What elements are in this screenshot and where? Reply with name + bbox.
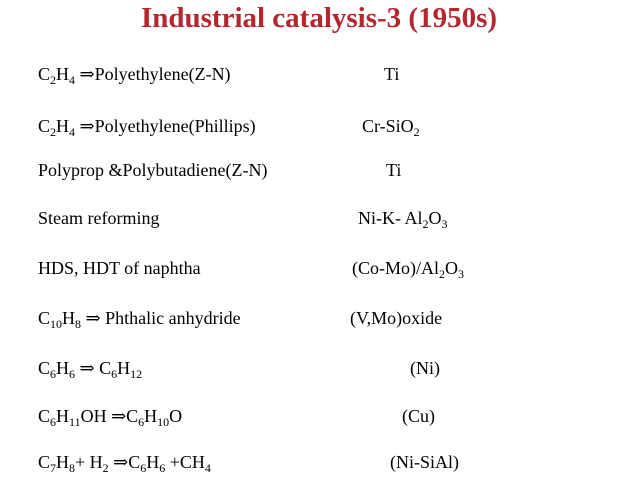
subscript: 4 (69, 125, 76, 139)
text-segment: HDS, HDT of naphtha (38, 258, 201, 278)
text-segment: H (56, 64, 70, 84)
text-segment: H (146, 452, 160, 472)
text-segment: H (56, 358, 70, 378)
reaction-row (0, 308, 638, 334)
catalyst-label (362, 116, 420, 137)
catalyst-label (358, 208, 448, 229)
reaction-label (38, 160, 267, 181)
text-segment: C (38, 64, 51, 84)
text-segment: H (144, 406, 158, 426)
reaction-label (38, 452, 211, 473)
reaction-label (38, 258, 201, 279)
text-segment: + H (75, 452, 103, 472)
text-segment: Ni-K- Al (358, 208, 423, 228)
text-segment: OH ⇒C (80, 406, 139, 426)
subscript: 3 (458, 267, 464, 281)
text-segment: Polyprop &Polybutadiene(Z-N) (38, 160, 268, 180)
reaction-row (0, 160, 638, 186)
reaction-row (0, 258, 638, 284)
subscript: 3 (441, 217, 448, 231)
subscript: 10 (50, 317, 63, 331)
reaction-row (0, 116, 638, 142)
text-segment: H (117, 358, 131, 378)
subscript: 6 (159, 461, 166, 475)
subscript: 6 (140, 461, 147, 475)
subscript: 8 (75, 317, 82, 331)
reaction-row (0, 208, 638, 234)
text-segment: O (445, 258, 458, 278)
text-segment: H (56, 406, 70, 426)
text-segment: H (56, 452, 70, 472)
reaction-label (38, 208, 159, 229)
reaction-row (0, 64, 638, 90)
reaction-row (0, 358, 638, 384)
reaction-row (0, 452, 638, 478)
text-segment: +CH (165, 452, 205, 472)
catalyst-label (410, 358, 440, 379)
text-segment: (Cu) (402, 406, 435, 426)
text-segment: O (169, 406, 183, 426)
subscript: 11 (69, 415, 81, 429)
subscript: 6 (111, 367, 118, 381)
subscript: 7 (50, 461, 57, 475)
text-segment: H (62, 308, 76, 328)
subscript: 2 (102, 461, 109, 475)
subscript: 8 (69, 461, 76, 475)
subscript: 6 (69, 367, 76, 381)
subscript: 10 (157, 415, 170, 429)
catalyst-label (350, 308, 442, 329)
subscript: 2 (50, 73, 57, 87)
subscript: 2 (50, 125, 57, 139)
subscript: 4 (69, 73, 76, 87)
text-segment: (Ni-SiAl) (390, 452, 459, 472)
text-segment: O (428, 208, 442, 228)
text-segment: C (38, 358, 51, 378)
slide-title: Industrial catalysis-3 (1950s) (140, 2, 498, 34)
text-segment: (Ni) (410, 358, 440, 378)
reaction-row (0, 406, 638, 432)
catalyst-label (386, 160, 401, 181)
text-segment: C (38, 452, 51, 472)
subscript: 12 (130, 367, 143, 381)
subscript: 4 (204, 461, 211, 475)
catalyst-label (402, 406, 435, 427)
catalyst-label (384, 64, 399, 85)
text-segment: C (38, 308, 51, 328)
text-segment: Ti (384, 64, 400, 84)
reaction-label (38, 116, 256, 137)
subscript: 2 (413, 125, 420, 139)
text-segment: Ti (386, 160, 402, 180)
text-segment: ⇒ Phthalic anhydride (81, 308, 241, 328)
text-segment: Cr-SiO (362, 116, 414, 136)
subscript: 2 (422, 217, 429, 231)
text-segment: (Co-Mo)/Al (352, 258, 439, 278)
text-segment: (V,Mo)oxide (350, 308, 443, 328)
text-segment: ⇒C (108, 452, 141, 472)
catalyst-label (390, 452, 459, 473)
text-segment: ⇒Polyethylene(Z-N) (75, 64, 231, 84)
subscript: 6 (138, 415, 145, 429)
reaction-label (38, 358, 142, 379)
reaction-label (38, 64, 231, 85)
text-segment: Steam reforming (38, 208, 160, 228)
subscript: 2 (439, 267, 445, 281)
text-segment: C (38, 116, 51, 136)
text-segment: ⇒Polyethylene(Phillips) (75, 116, 256, 136)
text-segment: C (38, 406, 51, 426)
reaction-label (38, 308, 241, 329)
subscript: 6 (50, 367, 57, 381)
catalyst-label (352, 258, 464, 279)
text-segment: H (56, 116, 70, 136)
text-segment: ⇒ C (75, 358, 112, 378)
subscript: 6 (50, 415, 57, 429)
reaction-label (38, 406, 182, 427)
